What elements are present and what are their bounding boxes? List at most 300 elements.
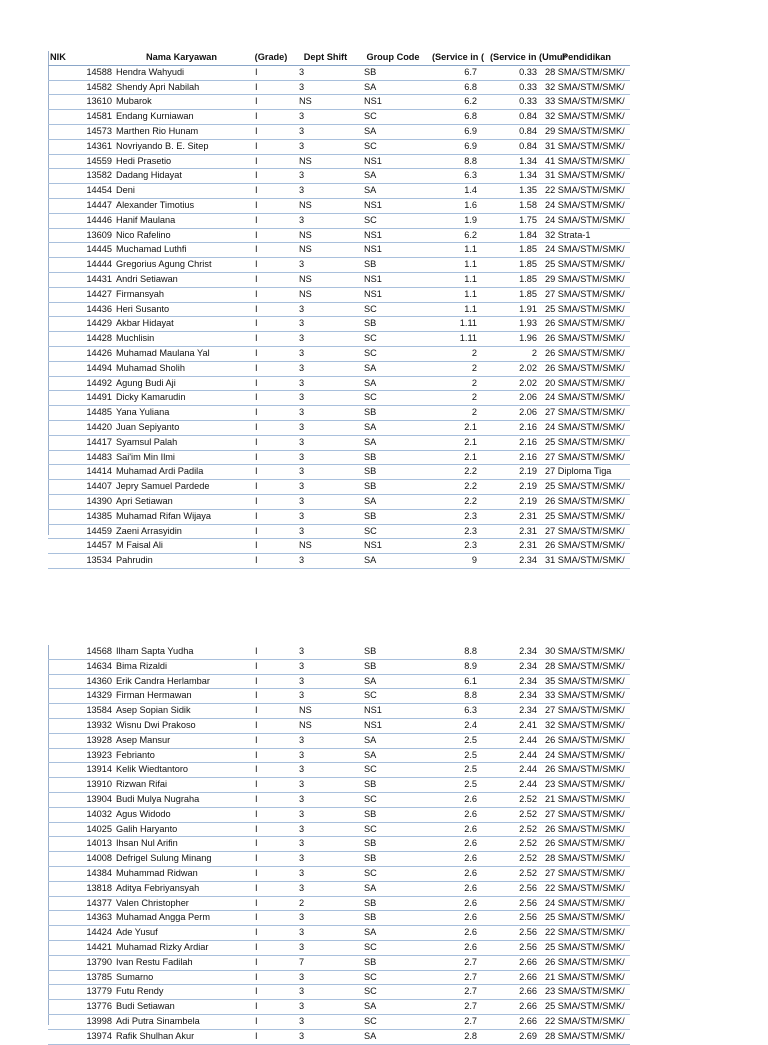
cell-nama-karyawan: Adi Putra Sinambela [114, 1014, 249, 1029]
cell-nik: 14573 [48, 124, 114, 139]
cell-service-2: 2.19 [488, 465, 543, 480]
cell-umur-pendidikan [543, 258, 630, 273]
cell-umur-pendidikan [543, 1000, 630, 1015]
cell-umur: 28 [545, 660, 556, 671]
cell-pendidikan: SMA/STM/SMK/ [557, 318, 625, 329]
cell-group-code: NS1 [358, 154, 428, 169]
cell-grade: I [249, 184, 293, 199]
cell-nama-karyawan: Erik Candra Herlambar [114, 674, 249, 689]
table-row[interactable] [48, 80, 630, 95]
cell-grade: I [249, 95, 293, 110]
table-row[interactable] [48, 376, 630, 391]
cell-pendidikan: SMA/STM/SMK/ [557, 81, 625, 92]
cell-pendidikan: SMA/STM/SMK/ [557, 764, 625, 775]
cell-nama-karyawan: Dadang Hidayat [114, 169, 249, 184]
cell-umur: 26 [545, 838, 556, 849]
cell-umur-pendidikan [543, 406, 630, 421]
table-row[interactable] [48, 95, 630, 110]
table-row[interactable] [48, 881, 630, 896]
cell-umur: 27 [545, 288, 556, 299]
cell-service-1: 6.9 [428, 124, 488, 139]
table-row[interactable] [48, 272, 630, 287]
table-row[interactable] [48, 169, 630, 184]
table-row[interactable] [48, 465, 630, 480]
cell-service-1: 2.7 [428, 1000, 488, 1015]
cell-service-2: 2.52 [488, 807, 543, 822]
table-row[interactable] [48, 763, 630, 778]
cell-nama-karyawan: Asep Sopian Sidik [114, 704, 249, 719]
cell-service-2: 2.52 [488, 852, 543, 867]
table-row[interactable] [48, 124, 630, 139]
cell-group-code: NS1 [358, 704, 428, 719]
table-row[interactable] [48, 361, 630, 376]
cell-nama-karyawan: Muchamad Luthfi [114, 243, 249, 258]
table-row[interactable] [48, 926, 630, 941]
cell-service-2: 1.34 [488, 169, 543, 184]
cell-pendidikan: SMA/STM/SMK/ [557, 779, 625, 790]
cell-nik: 14447 [48, 198, 114, 213]
cell-service-2: 2.31 [488, 524, 543, 539]
cell-nama-karyawan: Juan Sepiyanto [114, 420, 249, 435]
cell-umur: 27 [545, 451, 556, 462]
cell-dept-shift: 3 [293, 169, 358, 184]
cell-pendidikan: SMA/STM/SMK/ [557, 347, 625, 358]
cell-group-code: SC [358, 985, 428, 1000]
cell-service-2: 0.33 [488, 95, 543, 110]
cell-pendidikan: SMA/STM/SMK/ [557, 199, 625, 210]
cell-nik: 13610 [48, 95, 114, 110]
cell-grade: I [249, 420, 293, 435]
cell-grade: I [249, 361, 293, 376]
table-row[interactable] [48, 911, 630, 926]
cell-dept-shift: 3 [293, 689, 358, 704]
cell-umur-pendidikan [543, 778, 630, 793]
table-row[interactable] [48, 332, 630, 347]
table-row[interactable] [48, 494, 630, 509]
table-row[interactable] [48, 509, 630, 524]
cell-umur-pendidikan [543, 139, 630, 154]
cell-grade: I [249, 748, 293, 763]
cell-grade: I [249, 258, 293, 273]
table-row[interactable] [48, 420, 630, 435]
cell-grade: I [249, 480, 293, 495]
cell-group-code: SC [358, 689, 428, 704]
cell-umur-pendidikan [543, 420, 630, 435]
cell-pendidikan: SMA/STM/SMK/ [557, 170, 625, 181]
cell-umur-pendidikan [543, 704, 630, 719]
cell-dept-shift: 3 [293, 376, 358, 391]
cell-umur-pendidikan [543, 450, 630, 465]
cell-dept-shift: 3 [293, 733, 358, 748]
cell-umur-pendidikan [543, 822, 630, 837]
cell-dept-shift: 3 [293, 80, 358, 95]
cell-nama-karyawan: Deni [114, 184, 249, 199]
cell-service-2: 2.52 [488, 837, 543, 852]
cell-service-1: 2 [428, 391, 488, 406]
cell-service-1: 2 [428, 361, 488, 376]
table-row[interactable] [48, 970, 630, 985]
cell-service-1: 1.4 [428, 184, 488, 199]
cell-umur-pendidikan [543, 955, 630, 970]
cell-umur: 24 [545, 421, 556, 432]
cell-service-1: 6.7 [428, 65, 488, 80]
cell-dept-shift: 3 [293, 763, 358, 778]
cell-service-2: 1.93 [488, 317, 543, 332]
cell-service-1: 6.3 [428, 704, 488, 719]
table-row[interactable] [48, 866, 630, 881]
cell-service-2: 1.35 [488, 184, 543, 199]
cell-nik: 14360 [48, 674, 114, 689]
cell-nik: 14459 [48, 524, 114, 539]
cell-pendidikan: SMA/STM/SMK/ [557, 705, 625, 716]
cell-dept-shift: 3 [293, 317, 358, 332]
table-row[interactable] [48, 435, 630, 450]
cell-nama-karyawan: Muhamad Rizky Ardiar [114, 940, 249, 955]
cell-grade: I [249, 450, 293, 465]
cell-dept-shift: 3 [293, 258, 358, 273]
cell-nik: 14446 [48, 213, 114, 228]
cell-grade: I [249, 881, 293, 896]
cell-umur: 33 [545, 96, 556, 107]
table-row[interactable] [48, 110, 630, 125]
cell-grade: I [249, 837, 293, 852]
cell-pendidikan: SMA/STM/SMK/ [557, 421, 625, 432]
table-row[interactable] [48, 896, 630, 911]
cell-nik: 14417 [48, 435, 114, 450]
cell-service-1: 2.8 [428, 1029, 488, 1044]
cell-dept-shift: 3 [293, 465, 358, 480]
cell-umur: 26 [545, 347, 556, 358]
cell-pendidikan: SMA/STM/SMK/ [557, 971, 625, 982]
cell-group-code: SB [358, 645, 428, 659]
cell-grade: I [249, 169, 293, 184]
cell-nama-karyawan: Wisnu Dwi Prakoso [114, 718, 249, 733]
cell-service-2: 2.56 [488, 911, 543, 926]
table-row[interactable] [48, 406, 630, 421]
cell-pendidikan: SMA/STM/SMK/ [557, 288, 625, 299]
cell-grade: I [249, 346, 293, 361]
table-row[interactable] [48, 837, 630, 852]
cell-nama-karyawan: Andri Setiawan [114, 272, 249, 287]
cell-service-2: 1.75 [488, 213, 543, 228]
cell-pendidikan: SMA/STM/SMK/ [557, 392, 625, 403]
cell-service-1: 1.11 [428, 317, 488, 332]
cell-service-1: 2.6 [428, 852, 488, 867]
cell-service-1: 9 [428, 554, 488, 569]
header-nama-karyawan: Nama Karyawan [114, 51, 249, 65]
cell-nik: 14407 [48, 480, 114, 495]
cell-pendidikan: SMA/STM/SMK/ [557, 333, 625, 344]
table-row[interactable] [48, 258, 630, 273]
cell-dept-shift: 3 [293, 674, 358, 689]
table-row[interactable] [48, 213, 630, 228]
table-header-row [48, 51, 630, 65]
cell-nama-karyawan: Dicky Kamarudin [114, 391, 249, 406]
cell-grade: I [249, 124, 293, 139]
cell-umur-pendidikan [543, 985, 630, 1000]
cell-service-2: 2.44 [488, 733, 543, 748]
table-row[interactable] [48, 807, 630, 822]
cell-dept-shift: 3 [293, 346, 358, 361]
table-row[interactable] [48, 184, 630, 199]
cell-dept-shift: 3 [293, 1014, 358, 1029]
table-row[interactable] [48, 985, 630, 1000]
cell-dept-shift: 2 [293, 896, 358, 911]
cell-grade: I [249, 792, 293, 807]
cell-pendidikan: SMA/STM/SMK/ [557, 838, 625, 849]
cell-group-code: SC [358, 346, 428, 361]
cell-group-code: SB [358, 465, 428, 480]
cell-grade: I [249, 65, 293, 80]
cell-service-1: 1.1 [428, 302, 488, 317]
table-row[interactable] [48, 778, 630, 793]
cell-umur: 26 [545, 734, 556, 745]
cell-service-1: 2.4 [428, 718, 488, 733]
cell-pendidikan: SMA/STM/SMK/ [557, 362, 625, 373]
cell-service-1: 2.6 [428, 926, 488, 941]
cell-dept-shift: NS [293, 539, 358, 554]
table-row[interactable] [48, 539, 630, 554]
cell-group-code: SB [358, 807, 428, 822]
table-row[interactable] [48, 480, 630, 495]
cell-umur-pendidikan [543, 881, 630, 896]
cell-pendidikan: SMA/STM/SMK/ [557, 986, 625, 997]
header-dept-shift: Dept Shift [293, 51, 358, 65]
cell-umur-pendidikan [543, 733, 630, 748]
table-row[interactable] [48, 391, 630, 406]
table-row[interactable] [48, 198, 630, 213]
cell-grade: I [249, 955, 293, 970]
cell-umur-pendidikan [543, 124, 630, 139]
table-row[interactable] [48, 346, 630, 361]
cell-dept-shift: 3 [293, 1029, 358, 1044]
table-row[interactable] [48, 554, 630, 569]
cell-nama-karyawan: Heri Susanto [114, 302, 249, 317]
cell-service-1: 2.6 [428, 881, 488, 896]
cell-dept-shift: NS [293, 718, 358, 733]
cell-service-1: 2.3 [428, 509, 488, 524]
cell-service-1: 6.9 [428, 139, 488, 154]
cell-pendidikan: SMA/STM/SMK/ [557, 451, 625, 462]
cell-umur: 27 [545, 705, 556, 716]
cell-umur: 25 [545, 912, 556, 923]
cell-umur-pendidikan [543, 346, 630, 361]
header-nik: NIK [48, 51, 114, 65]
cell-nama-karyawan: Muchlisin [114, 332, 249, 347]
cell-nik: 14483 [48, 450, 114, 465]
cell-nama-karyawan: Ihsan Nul Arifin [114, 837, 249, 852]
cell-dept-shift: 3 [293, 659, 358, 674]
cell-nik: 14445 [48, 243, 114, 258]
cell-group-code: SB [358, 509, 428, 524]
cell-umur: 29 [545, 125, 556, 136]
cell-pendidikan: SMA/STM/SMK/ [557, 749, 625, 760]
cell-umur-pendidikan [543, 807, 630, 822]
cell-grade: I [249, 807, 293, 822]
table-row[interactable] [48, 674, 630, 689]
table-row[interactable] [48, 852, 630, 867]
table-row[interactable] [48, 243, 630, 258]
cell-grade: I [249, 376, 293, 391]
cell-group-code: SB [358, 480, 428, 495]
header-service-in-2: (Service in (Umur [488, 51, 543, 65]
cell-nik: 14420 [48, 420, 114, 435]
table-row[interactable] [48, 450, 630, 465]
cell-pendidikan: SMA/STM/SMK/ [557, 690, 625, 701]
cell-grade: I [249, 718, 293, 733]
table-row[interactable] [48, 689, 630, 704]
cell-grade: I [249, 243, 293, 258]
cell-service-1: 1.1 [428, 258, 488, 273]
cell-nama-karyawan: Ivan Restu Fadilah [114, 955, 249, 970]
cell-grade: I [249, 524, 293, 539]
cell-service-2: 2.06 [488, 406, 543, 421]
cell-pendidikan: SMA/STM/SMK/ [557, 882, 625, 893]
cell-umur: 24 [545, 214, 556, 225]
table-row[interactable] [48, 822, 630, 837]
cell-umur-pendidikan [543, 287, 630, 302]
cell-dept-shift: 3 [293, 184, 358, 199]
cell-pendidikan: SMA/STM/SMK/ [557, 675, 625, 686]
table-row[interactable] [48, 940, 630, 955]
cell-nik: 14568 [48, 645, 114, 659]
cell-umur-pendidikan [543, 110, 630, 125]
cell-dept-shift: NS [293, 198, 358, 213]
cell-dept-shift: 3 [293, 911, 358, 926]
cell-umur: 24 [545, 392, 556, 403]
cell-pendidikan: SMA/STM/SMK/ [557, 125, 625, 136]
cell-service-2: 2.34 [488, 704, 543, 719]
cell-umur: 32 [545, 229, 556, 240]
cell-service-1: 2.6 [428, 807, 488, 822]
cell-grade: I [249, 287, 293, 302]
cell-nama-karyawan: Futu Rendy [114, 985, 249, 1000]
table-row[interactable] [48, 792, 630, 807]
cell-nama-karyawan: Mubarok [114, 95, 249, 110]
cell-nama-karyawan: Muhamad Angga Perm [114, 911, 249, 926]
cell-nik: 13818 [48, 881, 114, 896]
cell-group-code: SA [358, 926, 428, 941]
table-row[interactable] [48, 1029, 630, 1044]
table-row[interactable] [48, 955, 630, 970]
cell-dept-shift: 3 [293, 926, 358, 941]
cell-umur: 26 [545, 318, 556, 329]
cell-service-1: 2.1 [428, 420, 488, 435]
cell-grade: I [249, 659, 293, 674]
cell-umur-pendidikan [543, 228, 630, 243]
cell-service-2: 2.06 [488, 391, 543, 406]
cell-service-1: 2.6 [428, 866, 488, 881]
cell-pendidikan: SMA/STM/SMK/ [557, 660, 625, 671]
cell-nama-karyawan: Muhamad Sholih [114, 361, 249, 376]
cell-group-code: SC [358, 763, 428, 778]
cell-group-code: NS1 [358, 272, 428, 287]
cell-umur: 25 [545, 481, 556, 492]
cell-umur-pendidikan [543, 494, 630, 509]
cell-nama-karyawan: Muhamad Maulana Yal [114, 346, 249, 361]
cell-dept-shift: 3 [293, 940, 358, 955]
cell-service-1: 6.3 [428, 169, 488, 184]
cell-service-2: 0.84 [488, 139, 543, 154]
table-row[interactable] [48, 139, 630, 154]
table-row[interactable] [48, 65, 630, 80]
cell-nama-karyawan: Rizwan Rifai [114, 778, 249, 793]
cell-service-2: 2.02 [488, 361, 543, 376]
cell-dept-shift: 3 [293, 435, 358, 450]
table-row[interactable] [48, 1014, 630, 1029]
table-row[interactable] [48, 659, 630, 674]
table-row[interactable] [48, 228, 630, 243]
table-row[interactable] [48, 302, 630, 317]
cell-umur-pendidikan [543, 65, 630, 80]
table-row[interactable] [48, 524, 630, 539]
cell-dept-shift: 3 [293, 480, 358, 495]
cell-dept-shift: 3 [293, 494, 358, 509]
cell-grade: I [249, 689, 293, 704]
cell-nama-karyawan: Pahrudin [114, 554, 249, 569]
cell-dept-shift: 3 [293, 822, 358, 837]
cell-dept-shift: 3 [293, 837, 358, 852]
cell-umur: 26 [545, 333, 556, 344]
cell-umur: 22 [545, 927, 556, 938]
cell-service-2: 2.66 [488, 1000, 543, 1015]
table-row[interactable] [48, 645, 630, 659]
table-row[interactable] [48, 287, 630, 302]
cell-umur-pendidikan [543, 154, 630, 169]
table-row[interactable] [48, 748, 630, 763]
table-row[interactable] [48, 718, 630, 733]
cell-service-2: 2.56 [488, 940, 543, 955]
header-grade: (Grade) [249, 51, 293, 65]
cell-service-2: 2.31 [488, 509, 543, 524]
cell-grade: I [249, 213, 293, 228]
cell-service-1: 8.8 [428, 645, 488, 659]
cell-grade: I [249, 406, 293, 421]
table-row[interactable] [48, 704, 630, 719]
cell-umur-pendidikan [543, 1029, 630, 1044]
cell-umur: 31 [545, 170, 556, 181]
cell-nik: 13914 [48, 763, 114, 778]
cell-umur: 27 [545, 466, 556, 477]
cell-umur-pendidikan [543, 332, 630, 347]
cell-nik: 14008 [48, 852, 114, 867]
table-row[interactable] [48, 733, 630, 748]
cell-group-code: SA [358, 881, 428, 896]
cell-group-code: NS1 [358, 539, 428, 554]
cell-umur-pendidikan [543, 659, 630, 674]
cell-group-code: SA [358, 184, 428, 199]
cell-service-1: 2.3 [428, 539, 488, 554]
cell-service-1: 2.6 [428, 822, 488, 837]
table-row[interactable] [48, 154, 630, 169]
cell-dept-shift: NS [293, 243, 358, 258]
cell-group-code: SC [358, 332, 428, 347]
cell-umur-pendidikan [543, 80, 630, 95]
cell-nama-karyawan: Nico Rafelino [114, 228, 249, 243]
cell-service-2: 1.58 [488, 198, 543, 213]
cell-service-2: 1.34 [488, 154, 543, 169]
table-row[interactable] [48, 317, 630, 332]
cell-nik: 14329 [48, 689, 114, 704]
cell-dept-shift: 3 [293, 645, 358, 659]
cell-umur: 24 [545, 897, 556, 908]
cell-nik: 14421 [48, 940, 114, 955]
cell-group-code: SB [358, 896, 428, 911]
cell-pendidikan: SMA/STM/SMK/ [557, 646, 625, 656]
table-row[interactable] [48, 1000, 630, 1015]
cell-umur-pendidikan [543, 896, 630, 911]
cell-umur-pendidikan [543, 674, 630, 689]
